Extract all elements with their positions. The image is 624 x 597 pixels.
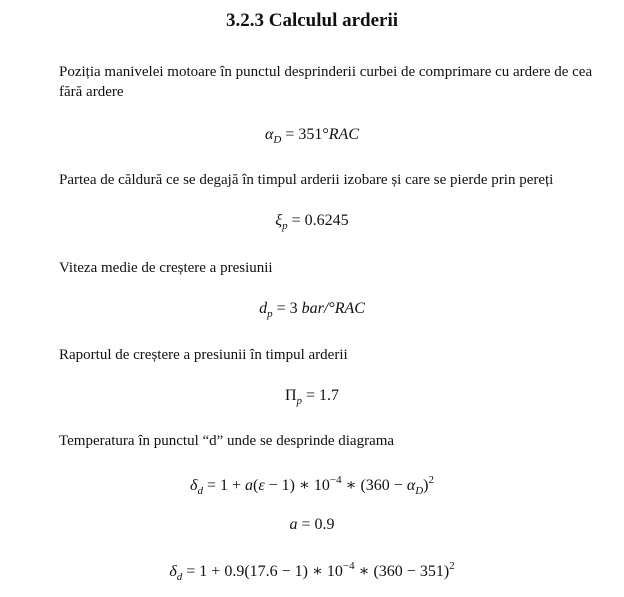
equation-a-value [0,516,624,534]
eq5-part4: ∗ (360 − [341,477,407,494]
section-title: 3.2.3 Calculul arderii [225,10,399,31]
eq2-value: = 0.6245 [287,212,349,229]
eq2-symbol: ξ [275,212,283,229]
equation-delta-d-formula [0,474,624,497]
eq5-part5: ) [423,477,429,494]
eq1-symbol: α [265,126,274,143]
eq7-subscript: d [176,571,183,583]
eq5-symbol: δ [190,477,198,494]
eq7-square: 2 [449,560,455,572]
eq2-subscript: p [282,220,288,232]
eq3-value: = 3 [272,300,302,317]
paragraph-manivela-position: Poziția manivelei motoare în punctul desprinderii curbei de comprimare cu ardere de cea fără ardere [59,64,593,100]
eq6-a: a [289,516,298,533]
paragraph-temperature-d: Temperatura în punctul “d” unde se desprinde diagrama [59,433,395,449]
eq5-alpha-subscript: D [415,485,424,497]
eq5-part2: ( [252,477,259,494]
eq6-value: = 0.9 [297,516,335,533]
paragraph-pressure-rate: Viteza medie de creștere a presiunii [59,260,273,276]
paragraph-pressure-ratio: Raportul de creștere a presiunii în timpul arderii [59,347,348,363]
equation-xi-p [0,212,624,232]
eq1-subscript: D [273,134,282,146]
paragraph-heat-loss: Partea de căldură ce se degajă în timpul arderii izobare și care se pierde prin pereți [59,172,554,188]
eq5-part1: = 1 + [202,477,245,494]
eq7-exponent: −4 [342,560,355,572]
equation-pi-p [0,387,624,407]
eq5-exponent: −4 [329,474,342,486]
eq7-body: = 1 + 0.9(17.6 − 1) ∗ 10 [182,563,343,580]
eq5-part3: − 1) ∗ 10 [264,477,330,494]
eq5-a: a [244,477,253,494]
eq7-symbol: δ [169,563,177,580]
eq5-subscript: d [197,485,203,497]
eq3-symbol: d [259,300,268,317]
eq4-value: = 1.7 [302,387,340,404]
eq4-subscript: p [296,395,303,407]
eq4-symbol: Π [284,387,297,404]
eq7-tail: ∗ (360 − 351) [354,563,450,580]
eq5-square: 2 [428,474,434,486]
equation-d-p [0,300,624,320]
eq3-unit-per: /°RAC [323,300,365,317]
eq1-value: = 351° [281,126,329,143]
eq5-alpha: α [406,477,416,494]
eq3-subscript: p [267,308,273,320]
eq1-unit: RAC [328,126,359,143]
equation-alpha-d [0,126,624,146]
equation-delta-d-numeric [0,560,624,583]
eq3-unit: bar [301,300,324,317]
eq5-epsilon: ε [258,477,265,494]
